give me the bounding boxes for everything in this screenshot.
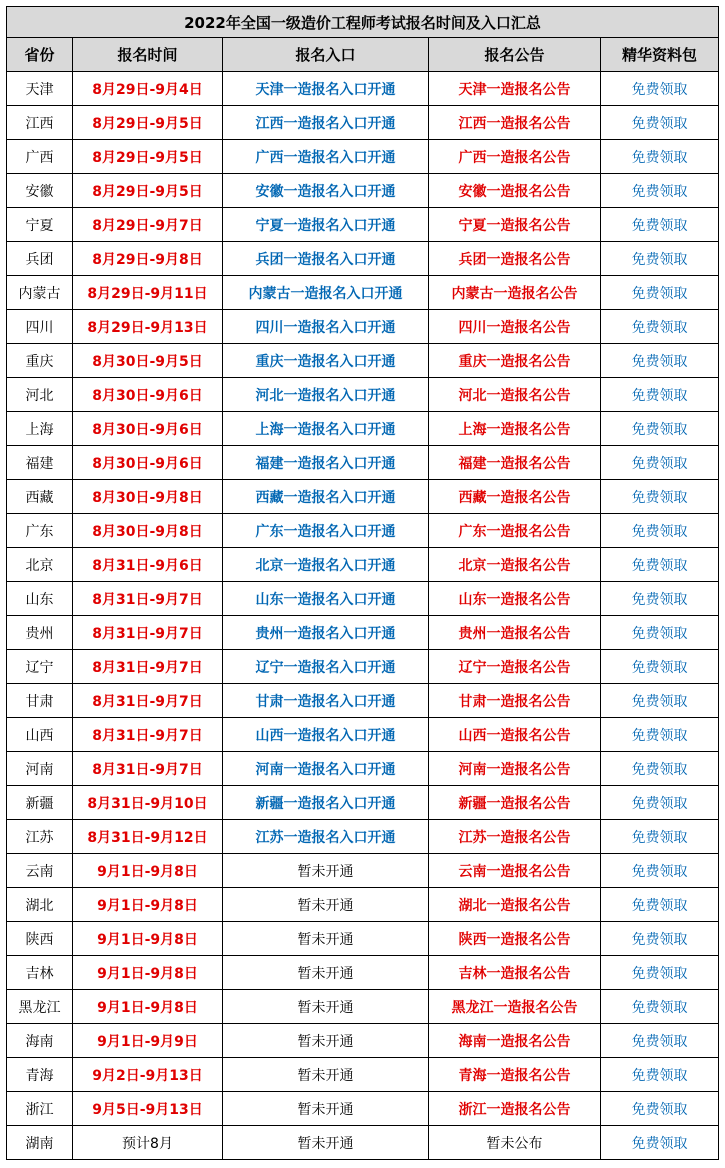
registration-entry-status: 暂未开通 bbox=[223, 990, 429, 1024]
registration-time-cell: 9月1日-9月8日 bbox=[73, 922, 223, 956]
registration-entry-status: 暂未开通 bbox=[223, 854, 429, 888]
registration-notice-link[interactable]: 辽宁一造报名公告 bbox=[429, 650, 601, 684]
registration-time-cell: 8月30日-9月5日 bbox=[73, 344, 223, 378]
registration-time-cell: 8月29日-9月5日 bbox=[73, 174, 223, 208]
table-row bbox=[7, 752, 719, 786]
province-cell: 江苏 bbox=[7, 820, 73, 854]
registration-notice-link[interactable]: 云南一造报名公告 bbox=[429, 854, 601, 888]
table-row bbox=[7, 1024, 719, 1058]
free-material-link[interactable]: 免费领取 bbox=[601, 956, 719, 990]
registration-entry-status: 暂未开通 bbox=[223, 1092, 429, 1126]
registration-notice-link[interactable]: 浙江一造报名公告 bbox=[429, 1092, 601, 1126]
table-row bbox=[7, 140, 719, 174]
free-material-link[interactable]: 免费领取 bbox=[601, 990, 719, 1024]
registration-entry-link[interactable]: 贵州一造报名入口开通 bbox=[223, 616, 429, 650]
registration-time-cell: 9月1日-9月8日 bbox=[73, 956, 223, 990]
province-cell: 广东 bbox=[7, 514, 73, 548]
free-material-link[interactable]: 免费领取 bbox=[601, 208, 719, 242]
registration-entry-link[interactable]: 兵团一造报名入口开通 bbox=[223, 242, 429, 276]
registration-entry-link[interactable]: 宁夏一造报名入口开通 bbox=[223, 208, 429, 242]
registration-table-container bbox=[6, 6, 718, 1160]
registration-notice-link[interactable]: 上海一造报名公告 bbox=[429, 412, 601, 446]
registration-entry-status: 暂未开通 bbox=[223, 956, 429, 990]
free-material-link[interactable]: 免费领取 bbox=[601, 1058, 719, 1092]
province-cell: 海南 bbox=[7, 1024, 73, 1058]
registration-time-cell: 8月31日-9月7日 bbox=[73, 582, 223, 616]
registration-entry-link[interactable]: 北京一造报名入口开通 bbox=[223, 548, 429, 582]
province-cell: 广西 bbox=[7, 140, 73, 174]
registration-entry-link[interactable]: 广西一造报名入口开通 bbox=[223, 140, 429, 174]
registration-time-cell: 9月1日-9月8日 bbox=[73, 990, 223, 1024]
free-material-link[interactable]: 免费领取 bbox=[601, 106, 719, 140]
registration-entry-status: 暂未开通 bbox=[223, 1126, 429, 1160]
free-material-link[interactable]: 免费领取 bbox=[601, 412, 719, 446]
registration-notice-link[interactable]: 新疆一造报名公告 bbox=[429, 786, 601, 820]
registration-notice-link[interactable]: 湖北一造报名公告 bbox=[429, 888, 601, 922]
registration-time-cell: 8月29日-9月13日 bbox=[73, 310, 223, 344]
province-cell: 新疆 bbox=[7, 786, 73, 820]
registration-time-cell: 9月1日-9月8日 bbox=[73, 854, 223, 888]
table-row bbox=[7, 820, 719, 854]
province-cell: 湖北 bbox=[7, 888, 73, 922]
free-material-link[interactable]: 免费领取 bbox=[601, 344, 719, 378]
free-material-link[interactable]: 免费领取 bbox=[601, 446, 719, 480]
registration-notice-link[interactable]: 海南一造报名公告 bbox=[429, 1024, 601, 1058]
province-cell: 贵州 bbox=[7, 616, 73, 650]
province-cell: 江西 bbox=[7, 106, 73, 140]
registration-notice-link[interactable]: 重庆一造报名公告 bbox=[429, 344, 601, 378]
free-material-link[interactable]: 免费领取 bbox=[601, 820, 719, 854]
free-material-link[interactable]: 免费领取 bbox=[601, 548, 719, 582]
free-material-link[interactable]: 免费领取 bbox=[601, 72, 719, 106]
registration-notice-link[interactable]: 安徽一造报名公告 bbox=[429, 174, 601, 208]
table-row bbox=[7, 888, 719, 922]
registration-entry-status: 暂未开通 bbox=[223, 922, 429, 956]
registration-entry-link[interactable]: 上海一造报名入口开通 bbox=[223, 412, 429, 446]
registration-entry-link[interactable]: 河南一造报名入口开通 bbox=[223, 752, 429, 786]
table-row bbox=[7, 514, 719, 548]
province-cell: 天津 bbox=[7, 72, 73, 106]
registration-entry-link[interactable]: 江西一造报名入口开通 bbox=[223, 106, 429, 140]
province-cell: 四川 bbox=[7, 310, 73, 344]
registration-notice-link[interactable]: 四川一造报名公告 bbox=[429, 310, 601, 344]
free-material-link[interactable]: 免费领取 bbox=[601, 1024, 719, 1058]
registration-entry-link[interactable]: 天津一造报名入口开通 bbox=[223, 72, 429, 106]
registration-time-cell: 8月30日-9月6日 bbox=[73, 378, 223, 412]
table-row bbox=[7, 922, 719, 956]
free-material-link[interactable]: 免费领取 bbox=[601, 752, 719, 786]
free-material-link[interactable]: 免费领取 bbox=[601, 480, 719, 514]
free-material-link[interactable]: 免费领取 bbox=[601, 174, 719, 208]
table-row bbox=[7, 854, 719, 888]
registration-entry-link[interactable]: 新疆一造报名入口开通 bbox=[223, 786, 429, 820]
registration-entry-link[interactable]: 山西一造报名入口开通 bbox=[223, 718, 429, 752]
registration-time-cell: 8月29日-9月8日 bbox=[73, 242, 223, 276]
registration-time-cell: 8月31日-9月10日 bbox=[73, 786, 223, 820]
registration-entry-link[interactable]: 河北一造报名入口开通 bbox=[223, 378, 429, 412]
province-cell: 福建 bbox=[7, 446, 73, 480]
province-cell: 青海 bbox=[7, 1058, 73, 1092]
table-row bbox=[7, 718, 719, 752]
registration-entry-link[interactable]: 山东一造报名入口开通 bbox=[223, 582, 429, 616]
free-material-link[interactable]: 免费领取 bbox=[601, 786, 719, 820]
province-cell: 湖南 bbox=[7, 1126, 73, 1160]
free-material-link[interactable]: 免费领取 bbox=[601, 718, 719, 752]
table-row bbox=[7, 548, 719, 582]
table-row bbox=[7, 956, 719, 990]
table-row bbox=[7, 1126, 719, 1160]
table-row bbox=[7, 616, 719, 650]
registration-time-cell: 8月29日-9月5日 bbox=[73, 140, 223, 174]
registration-table bbox=[6, 6, 719, 1160]
province-cell: 陕西 bbox=[7, 922, 73, 956]
free-material-link[interactable]: 免费领取 bbox=[601, 310, 719, 344]
registration-entry-link[interactable]: 江苏一造报名入口开通 bbox=[223, 820, 429, 854]
header-province: 省份 bbox=[7, 38, 73, 72]
registration-time-cell: 8月29日-9月7日 bbox=[73, 208, 223, 242]
registration-notice-link[interactable]: 江西一造报名公告 bbox=[429, 106, 601, 140]
registration-entry-link[interactable]: 甘肃一造报名入口开通 bbox=[223, 684, 429, 718]
province-cell: 重庆 bbox=[7, 344, 73, 378]
registration-notice-link[interactable]: 北京一造报名公告 bbox=[429, 548, 601, 582]
free-material-link[interactable]: 免费领取 bbox=[601, 140, 719, 174]
registration-time-cell: 8月31日-9月7日 bbox=[73, 684, 223, 718]
province-cell: 内蒙古 bbox=[7, 276, 73, 310]
registration-entry-link[interactable]: 四川一造报名入口开通 bbox=[223, 310, 429, 344]
registration-notice-link[interactable]: 广东一造报名公告 bbox=[429, 514, 601, 548]
province-cell: 山东 bbox=[7, 582, 73, 616]
table-row bbox=[7, 684, 719, 718]
free-material-link[interactable]: 免费领取 bbox=[601, 684, 719, 718]
province-cell: 上海 bbox=[7, 412, 73, 446]
table-title-row bbox=[7, 7, 719, 38]
table-row bbox=[7, 208, 719, 242]
province-cell: 黑龙江 bbox=[7, 990, 73, 1024]
registration-notice-link[interactable]: 黑龙江一造报名公告 bbox=[429, 990, 601, 1024]
registration-notice-link[interactable]: 贵州一造报名公告 bbox=[429, 616, 601, 650]
table-row bbox=[7, 276, 719, 310]
table-row bbox=[7, 1058, 719, 1092]
free-material-link[interactable]: 免费领取 bbox=[601, 616, 719, 650]
registration-time-cell: 9月1日-9月8日 bbox=[73, 888, 223, 922]
table-header-row bbox=[7, 38, 719, 72]
registration-time-cell: 8月29日-9月11日 bbox=[73, 276, 223, 310]
table-row bbox=[7, 1092, 719, 1126]
registration-notice-link[interactable]: 宁夏一造报名公告 bbox=[429, 208, 601, 242]
province-cell: 吉林 bbox=[7, 956, 73, 990]
table-row bbox=[7, 480, 719, 514]
registration-entry-status: 暂未开通 bbox=[223, 1058, 429, 1092]
registration-entry-status: 暂未开通 bbox=[223, 1024, 429, 1058]
registration-notice-link[interactable]: 山东一造报名公告 bbox=[429, 582, 601, 616]
registration-notice-link[interactable]: 吉林一造报名公告 bbox=[429, 956, 601, 990]
free-material-link[interactable]: 免费领取 bbox=[601, 378, 719, 412]
registration-notice-link[interactable]: 天津一造报名公告 bbox=[429, 72, 601, 106]
registration-entry-link[interactable]: 福建一造报名入口开通 bbox=[223, 446, 429, 480]
free-material-link[interactable]: 免费领取 bbox=[601, 1092, 719, 1126]
province-cell: 辽宁 bbox=[7, 650, 73, 684]
free-material-link[interactable]: 免费领取 bbox=[601, 242, 719, 276]
registration-notice-link[interactable]: 甘肃一造报名公告 bbox=[429, 684, 601, 718]
registration-time-cell: 9月2日-9月13日 bbox=[73, 1058, 223, 1092]
registration-entry-link[interactable]: 内蒙古一造报名入口开通 bbox=[223, 276, 429, 310]
free-material-link[interactable]: 免费领取 bbox=[601, 514, 719, 548]
province-cell: 安徽 bbox=[7, 174, 73, 208]
province-cell: 云南 bbox=[7, 854, 73, 888]
registration-time-cell: 8月29日-9月4日 bbox=[73, 72, 223, 106]
registration-time-cell: 8月29日-9月5日 bbox=[73, 106, 223, 140]
table-row bbox=[7, 378, 719, 412]
table-row bbox=[7, 446, 719, 480]
registration-entry-link[interactable]: 西藏一造报名入口开通 bbox=[223, 480, 429, 514]
header-registration-notice: 报名公告 bbox=[429, 38, 601, 72]
registration-entry-status: 暂未开通 bbox=[223, 888, 429, 922]
table-title: 2022年全国一级造价工程师考试报名时间及入口汇总 bbox=[7, 7, 719, 38]
province-cell: 浙江 bbox=[7, 1092, 73, 1126]
registration-time-cell: 8月31日-9月7日 bbox=[73, 752, 223, 786]
registration-notice-link[interactable]: 广西一造报名公告 bbox=[429, 140, 601, 174]
registration-notice-link[interactable]: 河南一造报名公告 bbox=[429, 752, 601, 786]
free-material-link[interactable]: 免费领取 bbox=[601, 854, 719, 888]
registration-entry-link[interactable]: 广东一造报名入口开通 bbox=[223, 514, 429, 548]
table-row bbox=[7, 582, 719, 616]
registration-time-cell: 8月30日-9月6日 bbox=[73, 412, 223, 446]
registration-time-cell: 预计8月 bbox=[73, 1126, 223, 1160]
province-cell: 河北 bbox=[7, 378, 73, 412]
registration-time-cell: 8月31日-9月7日 bbox=[73, 718, 223, 752]
table-row bbox=[7, 344, 719, 378]
registration-notice-link[interactable]: 江苏一造报名公告 bbox=[429, 820, 601, 854]
header-registration-entry: 报名入口 bbox=[223, 38, 429, 72]
free-material-link[interactable]: 免费领取 bbox=[601, 922, 719, 956]
free-material-link[interactable]: 免费领取 bbox=[601, 1126, 719, 1160]
registration-notice-link[interactable]: 陕西一造报名公告 bbox=[429, 922, 601, 956]
free-material-link[interactable]: 免费领取 bbox=[601, 650, 719, 684]
registration-notice-link[interactable]: 西藏一造报名公告 bbox=[429, 480, 601, 514]
registration-notice-link[interactable]: 福建一造报名公告 bbox=[429, 446, 601, 480]
registration-notice-link[interactable]: 青海一造报名公告 bbox=[429, 1058, 601, 1092]
table-row bbox=[7, 650, 719, 684]
province-cell: 北京 bbox=[7, 548, 73, 582]
table-row bbox=[7, 786, 719, 820]
header-material-pack: 精华资料包 bbox=[601, 38, 719, 72]
registration-time-cell: 8月31日-9月7日 bbox=[73, 650, 223, 684]
registration-time-cell: 8月31日-9月12日 bbox=[73, 820, 223, 854]
table-row bbox=[7, 242, 719, 276]
registration-notice-link[interactable]: 内蒙古一造报名公告 bbox=[429, 276, 601, 310]
province-cell: 河南 bbox=[7, 752, 73, 786]
table-row bbox=[7, 106, 719, 140]
registration-time-cell: 8月30日-9月8日 bbox=[73, 514, 223, 548]
province-cell: 甘肃 bbox=[7, 684, 73, 718]
province-cell: 宁夏 bbox=[7, 208, 73, 242]
free-material-link[interactable]: 免费领取 bbox=[601, 276, 719, 310]
province-cell: 兵团 bbox=[7, 242, 73, 276]
registration-notice-link[interactable]: 山西一造报名公告 bbox=[429, 718, 601, 752]
registration-notice-status: 暂未公布 bbox=[429, 1126, 601, 1160]
table-row bbox=[7, 72, 719, 106]
registration-time-cell: 8月30日-9月6日 bbox=[73, 446, 223, 480]
free-material-link[interactable]: 免费领取 bbox=[601, 582, 719, 616]
table-row bbox=[7, 174, 719, 208]
registration-entry-link[interactable]: 安徽一造报名入口开通 bbox=[223, 174, 429, 208]
registration-notice-link[interactable]: 兵团一造报名公告 bbox=[429, 242, 601, 276]
free-material-link[interactable]: 免费领取 bbox=[601, 888, 719, 922]
table-body bbox=[7, 72, 719, 1160]
registration-time-cell: 8月30日-9月8日 bbox=[73, 480, 223, 514]
province-cell: 西藏 bbox=[7, 480, 73, 514]
registration-entry-link[interactable]: 重庆一造报名入口开通 bbox=[223, 344, 429, 378]
registration-entry-link[interactable]: 辽宁一造报名入口开通 bbox=[223, 650, 429, 684]
registration-time-cell: 9月1日-9月9日 bbox=[73, 1024, 223, 1058]
province-cell: 山西 bbox=[7, 718, 73, 752]
table-row bbox=[7, 412, 719, 446]
table-row bbox=[7, 310, 719, 344]
registration-time-cell: 8月31日-9月7日 bbox=[73, 616, 223, 650]
header-registration-time: 报名时间 bbox=[73, 38, 223, 72]
table-row bbox=[7, 990, 719, 1024]
registration-notice-link[interactable]: 河北一造报名公告 bbox=[429, 378, 601, 412]
registration-time-cell: 8月31日-9月6日 bbox=[73, 548, 223, 582]
registration-time-cell: 9月5日-9月13日 bbox=[73, 1092, 223, 1126]
